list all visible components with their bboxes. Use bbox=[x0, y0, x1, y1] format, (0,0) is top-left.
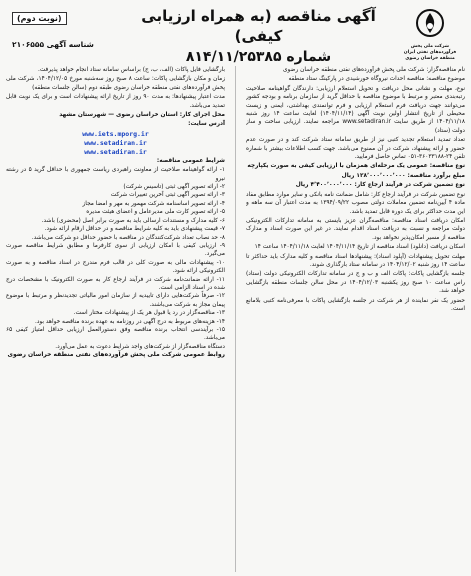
ad-header bbox=[6, 4, 465, 68]
paragraph: نوع تضمین شرکت در فرآیند ارجاع کار: ۴٬۴۰۰٬۰۰۰٬۰۰۰ ریال bbox=[295, 182, 465, 189]
list-item: ۵- ارائه تصویر کارت ملی مدیرعامل و اعضای هیئت مدیره bbox=[86, 209, 225, 216]
list-item: ۴- ارائه تصویر اساسنامه شرکت مهمور به مهر و امضا مجاز bbox=[82, 200, 225, 207]
website-link-setadiran[interactable]: www.setadiran.ir bbox=[84, 138, 147, 147]
left-column bbox=[6, 66, 225, 572]
column-divider bbox=[235, 66, 236, 572]
paragraph: حضور یک نفر نماینده از هر شرکت در جلسه بازگشایی پاکات با معرفی‌نامه کتبی بلامانع است. bbox=[246, 297, 465, 312]
logo-text: شرکت ملی پخش فرآورده‌های نفتی ایران منطقه خراسان رضوی bbox=[403, 44, 457, 61]
list-item: ۱۴- هزینه‌های مربوط به درج آگهی در روزنامه به عهده برنده مناقصه خواهد بود. bbox=[34, 318, 225, 325]
list-item: ۲- ارائه تصویر آگهی ثبتی (تاسیس شرکت) bbox=[123, 184, 225, 191]
conditions-list bbox=[6, 166, 225, 351]
paragraph: مدت اعتبار پیشنهادها: به مدت ۹۰ روز از تاریخ ارائه پیشنهادات است و برای یک نوبت قابل تمدید می‌باشد. bbox=[6, 94, 225, 109]
list-item: ۱- ارائه گواهینامه صلاحیت از معاونت راهبردی ریاست جمهوری با حداقل گرید ۵ در رشته نیرو bbox=[6, 167, 225, 182]
issuer-footer: روابط عمومی شرکت ملی پخش فرآورده‌های نفتی منطقه خراسان رضوی bbox=[7, 351, 225, 359]
website-link-setadiran-2[interactable]: www.setadiran.ir bbox=[84, 147, 147, 156]
paragraph: بارگشایی فایل پاکات (الف، ب، ج) براساس سامانه ستاد انجام خواهد پذیرفت. bbox=[37, 67, 225, 73]
paragraph: اسکان دریافت (دانلود) اسناد مناقصه از تاریخ ۱۴۰۴/۱۱/۱۴ لغایت ۱۴۰۴/۱۱/۱۸ ساعت ۱۴ bbox=[254, 244, 465, 251]
turn-badge: (نوبت دوم) bbox=[12, 12, 67, 25]
list-item: ۱۳- مناقصه‌گزار در رد یا قبول هر یک از پیشنهادات مختار است. bbox=[73, 310, 225, 317]
paragraph: زمان و مکان بازگشایی پاکات: ساعت ۸ صبح روز سه‌شنبه مورخ ۱۴۰۴/۱۲/۰۵، شرکت ملی پخش فرآورده‌های نفتی منطقه خراسان رضوی طبقه دوم (سالن جلسات منطقه) bbox=[6, 76, 225, 91]
title-box bbox=[126, 6, 391, 66]
ad-title: آگهی مناقصه (به همراه ارزیابی کیفی) bbox=[141, 7, 376, 45]
right-column bbox=[246, 66, 465, 572]
links-label: آدرس سایت: bbox=[188, 121, 225, 128]
website-link-iets[interactable]: www.iets.mporg.ir bbox=[82, 129, 149, 138]
paragraph: مبلغ برآورد مناقصه: ۱۲۸٬۰۰۰٬۰۰۰٬۰۰۰ ریال bbox=[341, 172, 465, 179]
ad-code: شناسه آگهی ۲۱۰۶۵۵۵ bbox=[12, 40, 94, 49]
oil-company-emblem-icon bbox=[415, 8, 445, 38]
paragraph: مهلت تحویل پیشنهادات (آپلود اسناد): پیشنهادها اسناد مناقصه و کلیه مدارک باید حداکثر تا ساعت ۱۴ روز شنبه ۱۴۰۴/۱۲/۰۲ در سامانه ستاد بارگذاری شوند. bbox=[246, 253, 465, 268]
company-logo bbox=[399, 8, 461, 62]
paragraph: تعداد تمدید استعلام تجدید کتبی نیز از طریق سامانه ستاد شرکت کند و در صورت عدم حضور و ارائه پیشنهاد، شرکت در آن ممنوع می‌باشد. جهت کسب اطلاعات بیشتر با شماره تلفن ۲۴-۳۶۰۳۳۱۸۸-۰۵۱ تماس حاصل فرمایید. bbox=[246, 137, 465, 161]
paragraph: نام مناقصه‌گزار: شرکت ملی پخش فرآورده‌های نفتی منطقه خراسان رضوی bbox=[283, 67, 465, 73]
paragraph: موضوع مناقصه: مناقصه احداث نیروگاه خورشیدی در پارکینگ ستاد منطقه bbox=[288, 76, 465, 83]
list-item: ۱۲- صرفاً شرکت‌هایی دارای تاییدیه از سازمان امور مالیاتی تجدید‌نظر و مرتبط با موضوع پیمان مجاز به شرکت می‌باشند. bbox=[6, 293, 225, 308]
list-item: ۳- ارائه تصویر آگهی ثبتی آخرین تغییرات شرکت bbox=[110, 192, 225, 199]
paragraph: نوع مناقصه: عمومی یک مرحله‌ای همزمان با ارزیابی کیفی به صورت یکپارچه bbox=[247, 163, 465, 170]
list-item: ۹- ارزیابی کیفی با امکان ارزیابی از سوی کارفرما و مطابق شرایط مناقصه صورت می‌گیرد. bbox=[6, 242, 225, 258]
list-item: ۷- قیمت پیشنهادی باید به کلیه شرایط مناقصه و در حداقل ارقام ارائه شود. bbox=[44, 226, 225, 233]
ad-body bbox=[6, 66, 465, 572]
conditions-title: شرایط عمومی مناقصه: bbox=[156, 157, 225, 164]
list-item: ۱۱- ارائه ضمانت‌نامه شرکت در فرآیند ارجاع کار به صورت الکترونیک با مشخصات درج شده در اسناد الزامی است. bbox=[6, 276, 225, 291]
list-item: ۸- حد نصاب تعداد شرکت‌کنندگان در مناقصه با حضور حداقل دو شرکت می‌باشد. bbox=[31, 234, 225, 241]
list-item: ۱۰- پیشنهادات مالی به صورت کلی در قالب فرم مندرج در اسناد مناقصه و به صورت الکترونیکی ارائه شود. bbox=[6, 259, 225, 275]
list-item: دستگاه مناقصه‌گزار از شرکت‌های واجد شرایط دعوت به عمل می‌آورد. bbox=[55, 343, 225, 350]
paragraph: نوع تضمین شرکت در فرآیند ارجاع کار: شامل ضمانت نامه بانکی و سایر موارد مطابق مفاد ماده ۴ آیین‌نامه تضمین معاملات دولتی مصوب ۱۳۹۴/۰۹/۲۲ به مدت اعتبار آن سه ماهه و این مدت حداکثر برای یک دوره قابل تمدید باشد. bbox=[246, 191, 465, 215]
paragraph: جلسه بازگشایی پاکات: پاکات الف و ب و ج در سامانه تدارکات الکترونیکی دولت (ستاد) راس ساعت ۱۰ صبح روز یکشنبه ۱۴۰۴/۱۲/۰۳ در محل سالن جلسات منطقه بازگشایی خواهد شد. bbox=[246, 271, 465, 295]
paragraph: نوع، مهلت و نشانی محل دریافت و تحویل استعلام ارزیابی: دارندگان گواهینامه صلاحیت رتبه‌بندی معتبر و مرتبط با موضوع مناقصه با حداقل گرید از سازمان برنامه و بودجه کشور می‌توانند جهت دریافت فرم استعلام ارزیابی و فرم توانمندی بهداشتی، ایمنی و زیست محیطی از تاریخ انتشار اولین نوبت آگهی (۱۴۰۴/۱۱/۱۴) لغایت ساعت ۱۴ روز شنبه ۱۴۰۴/۱۱/۱۸ از طریق سایت www.setadiran.ir مراجعه نمایند. ارزیابی ساخت و ساز دولت (ستاد) bbox=[246, 85, 465, 134]
paragraph: امکان دریافت اسناد مناقصه: مناقصه‌گران عزیز بایستی به سامانه تدارکات الکترونیکی دولت مراجعه و نسبت به دریافت اسناد اقدام نمایند. در غیر این صورت اسناد و مدارک مناقصه از مسیر امکان‌پذیر نخواهد بود. bbox=[246, 217, 465, 241]
paragraph: محل اجرای کار: استان خراسان رضوی — شهرستان مشهد bbox=[59, 112, 225, 119]
ad-number: شماره ۸۱۴/۱۱/۲۵۳۸۵ bbox=[185, 49, 332, 65]
list-item: ۱۵- برآیندسی انتخاب برنده مناقصه وفق دستورالعمل ارزیابی حداقل امتیاز کیفی ۶۵ می‌باشد. bbox=[6, 326, 225, 342]
list-item: ۶- کلیه مدارک و مستندات ارسالی باید به صورت برابر اصل (محضری) باشد. bbox=[41, 217, 225, 224]
